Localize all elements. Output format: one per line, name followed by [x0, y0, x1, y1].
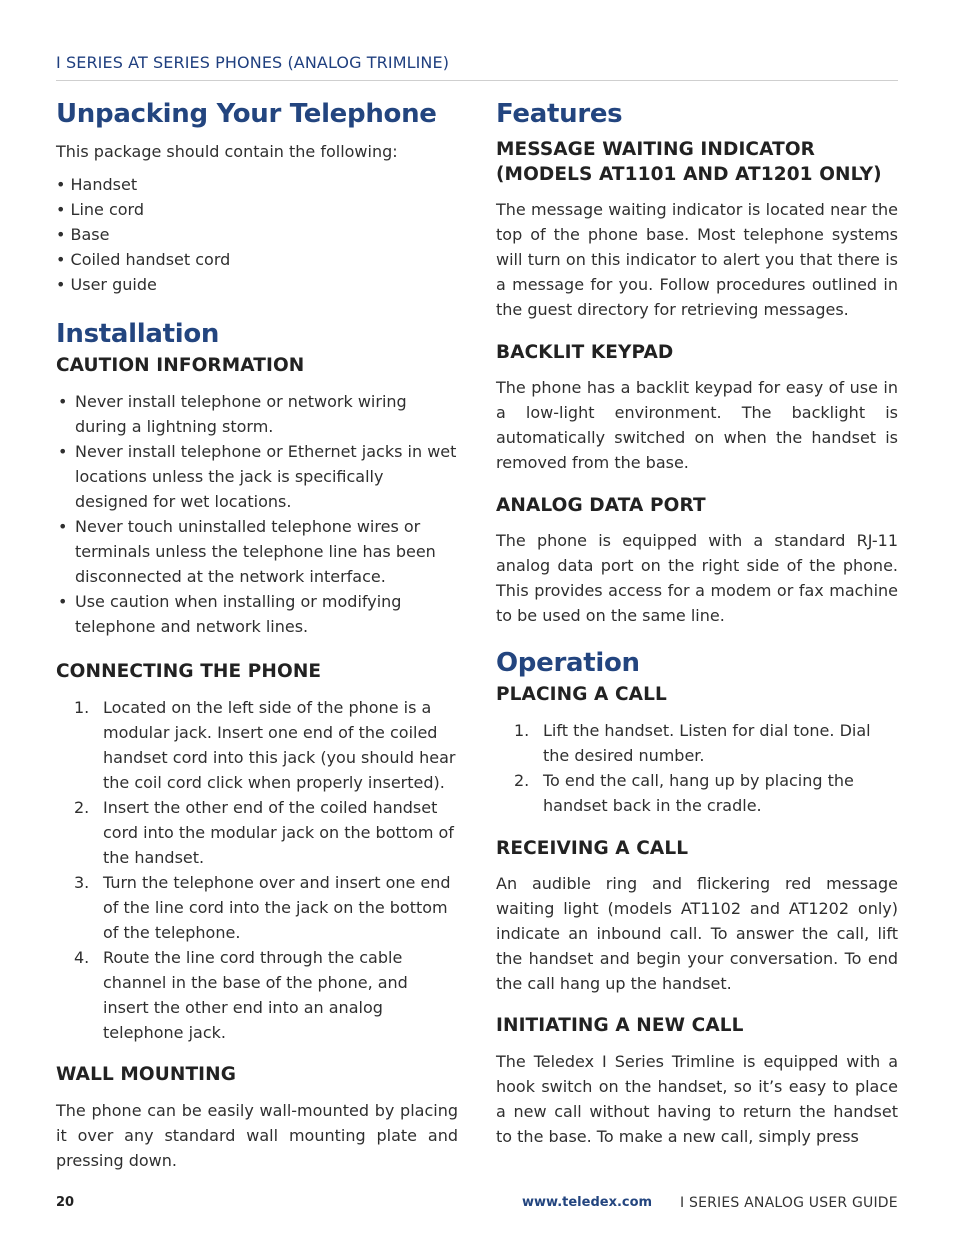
unpacking-intro: This package should contain the following: — [56, 142, 398, 161]
step-number: 4. — [74, 948, 90, 967]
list-item: • Coiled handset cord — [56, 250, 231, 269]
caution-list — [56, 389, 458, 639]
list-item — [496, 718, 898, 768]
list-item: • Line cord — [56, 200, 144, 219]
step-number: 2. — [74, 798, 90, 817]
dataport-text: The phone is equipped with a standard RJ-11 analog data port on the right side of the phone. This provides access for a modem or fax machine to be used on the same line. — [496, 531, 898, 625]
list-item — [496, 768, 898, 818]
receiving-heading: RECEIVING A CALL — [496, 838, 689, 859]
backlit-heading: BACKLIT KEYPAD — [496, 342, 674, 363]
dataport-heading: ANALOG DATA PORT — [496, 495, 706, 516]
backlit-text: The phone has a backlit keypad for easy of use in a low-light environment. The backlight is automatically switched on when the handset is removed from the base. — [496, 378, 898, 472]
list-item: • Use caution when installing or modifying telephone and network lines. — [56, 589, 458, 639]
step-text: Route the line cord through the cable channel in the base of the phone, and insert the other end into an analog telephone jack. — [103, 948, 408, 1042]
package-contents-list — [56, 172, 458, 297]
connecting-steps — [56, 695, 458, 1045]
wall-mounting-text: The phone can be easily wall-mounted by placing it over any standard wall mounting plate and pressing down. — [56, 1101, 458, 1170]
list-item — [56, 870, 458, 945]
list-item: • Never install telephone or Ethernet jacks in wet locations unless the jack is specifically designed for wet locations. — [56, 439, 458, 514]
caution-heading: CAUTION INFORMATION — [56, 355, 305, 376]
header-divider — [56, 80, 898, 81]
operation-title: Operation — [496, 648, 640, 678]
step-number: 2. — [514, 771, 530, 790]
running-header: I SERIES AT SERIES PHONES (ANALOG TRIMLINE) — [56, 53, 450, 72]
step-text: To end the call, hang up by placing the handset back in the cradle. — [543, 771, 854, 815]
left-column — [56, 95, 458, 1173]
right-column — [496, 95, 898, 1149]
mwi-text: The message waiting indicator is located near the top of the phone base. Most telephone systems will turn on this indicator to alert you that there is a message for you. Follow procedures outlined in the guest directory for retrieving messages. — [496, 200, 898, 319]
list-item — [56, 795, 458, 870]
wall-mounting-heading: WALL MOUNTING — [56, 1064, 237, 1085]
list-item: • Never install telephone or network wiring during a lightning storm. — [56, 389, 458, 439]
step-text: Insert the other end of the coiled handset cord into the modular jack on the bottom of the handset. — [103, 798, 454, 867]
list-item — [56, 695, 458, 795]
receiving-text: An audible ring and flickering red message waiting light (models AT1102 and AT1202 only) indicate an inbound call. To answer the call, lift the handset and begin your conversation. To end the call hang up the handset. — [496, 874, 898, 993]
list-item: • User guide — [56, 275, 157, 294]
step-text: Lift the handset. Listen for dial tone. Dial the desired number. — [543, 721, 871, 765]
initiating-heading: INITIATING A NEW CALL — [496, 1015, 744, 1036]
features-title: Features — [496, 99, 623, 129]
step-number: 1. — [514, 721, 530, 740]
placing-heading: PLACING A CALL — [496, 684, 667, 705]
mwi-heading: MESSAGE WAITING INDICATOR (MODELS AT1101 AND AT1201 ONLY) — [496, 139, 882, 185]
connecting-heading: CONNECTING THE PHONE — [56, 661, 322, 682]
installation-title: Installation — [56, 319, 220, 349]
list-item: • Base — [56, 225, 110, 244]
step-text: Located on the left side of the phone is a modular jack. Insert one end of the coiled handset cord into this jack (you should hear the coil cord click when properly inserted). — [103, 698, 456, 792]
website-link[interactable]: www.teledex.com — [522, 1195, 653, 1210]
unpacking-title: Unpacking Your Telephone — [56, 99, 437, 129]
page-number: 20 — [56, 1195, 75, 1210]
initiating-text: The Teledex I Series Trimline is equipped with a hook switch on the handset, so it’s easy to place a new call without having to return the handset to the base. To make a new call, simply press — [496, 1052, 898, 1146]
list-item — [56, 945, 458, 1045]
step-number: 3. — [74, 873, 90, 892]
step-number: 1. — [74, 698, 90, 717]
placing-steps — [496, 718, 898, 818]
list-item: • Handset — [56, 175, 138, 194]
guide-title: I SERIES ANALOG USER GUIDE — [680, 1195, 898, 1211]
list-item: • Never touch uninstalled telephone wires or terminals unless the telephone line has been disconnected at the network interface. — [56, 514, 458, 589]
step-text: Turn the telephone over and insert one end of the line cord into the jack on the bottom of the telephone. — [103, 873, 451, 942]
